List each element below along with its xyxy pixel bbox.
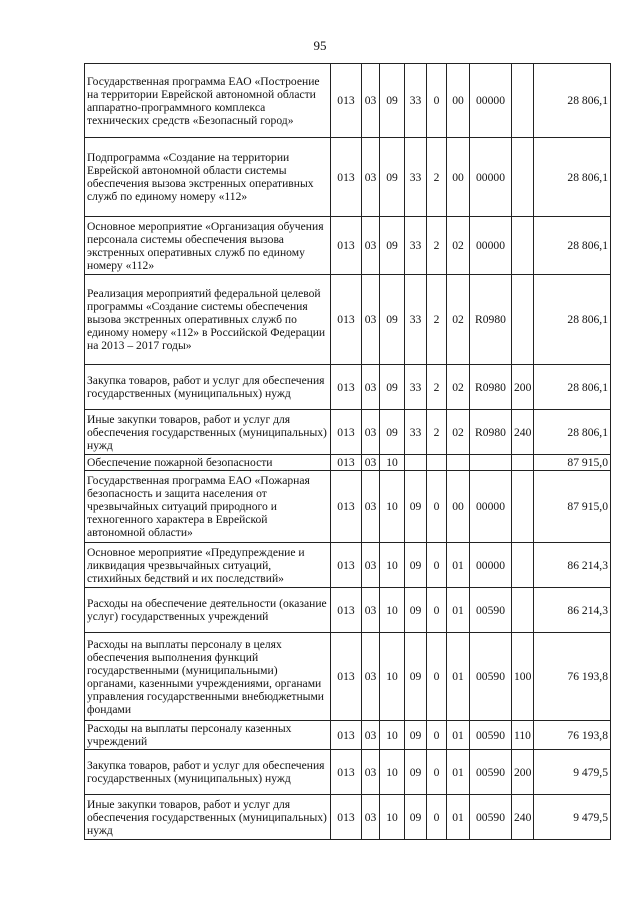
table-row: [85, 471, 611, 543]
subsection-code-cell: 09: [380, 275, 405, 365]
subprogram-code-cell: 2: [427, 275, 447, 365]
ministry-code-cell: 013: [331, 138, 362, 217]
row-name-cell: Иные закупки товаров, работ и услуг для обеспечения государственных (муниципальных) нужд: [85, 410, 331, 455]
table-row: [85, 795, 611, 840]
program-code-cell: 09: [405, 795, 427, 840]
row-name-cell: Государственная программа ЕАО «Построение на территории Еврейской автономной области аппаратно-программного комплекса технических средств «Безопасный город»: [85, 64, 331, 138]
expense-type-code-cell: [512, 543, 534, 588]
budget-table: [84, 63, 611, 840]
expense-type-code-cell: 240: [512, 795, 534, 840]
subprogram-code-cell: 2: [427, 365, 447, 410]
direction-code-cell: 00590: [470, 795, 512, 840]
section-code-cell: 03: [362, 217, 380, 275]
expense-type-code-cell: 200: [512, 750, 534, 795]
row-name-cell: Иные закупки товаров, работ и услуг для обеспечения государственных (муниципальных) нужд: [85, 795, 331, 840]
subsection-code-cell: 10: [380, 721, 405, 750]
subprogram-code-cell: 0: [427, 633, 447, 721]
activity-code-cell: 01: [447, 750, 470, 795]
activity-code-cell: [447, 455, 470, 471]
ministry-code-cell: 013: [331, 217, 362, 275]
direction-code-cell: R0980: [470, 410, 512, 455]
subprogram-code-cell: 0: [427, 543, 447, 588]
section-code-cell: 03: [362, 750, 380, 795]
direction-code-cell: 00000: [470, 217, 512, 275]
ministry-code-cell: 013: [331, 588, 362, 633]
subsection-code-cell: 10: [380, 543, 405, 588]
table-row: [85, 217, 611, 275]
subsection-code-cell: 10: [380, 455, 405, 471]
subprogram-code-cell: [427, 455, 447, 471]
section-code-cell: 03: [362, 588, 380, 633]
expense-type-code-cell: [512, 471, 534, 543]
ministry-code-cell: 013: [331, 750, 362, 795]
row-name-cell: Закупка товаров, работ и услуг для обеспечения государственных (муниципальных) нужд: [85, 750, 331, 795]
section-code-cell: 03: [362, 138, 380, 217]
subsection-code-cell: 10: [380, 795, 405, 840]
activity-code-cell: 01: [447, 633, 470, 721]
ministry-code-cell: 013: [331, 455, 362, 471]
ministry-code-cell: 013: [331, 633, 362, 721]
program-code-cell: 33: [405, 275, 427, 365]
page-number: 95: [313, 38, 327, 53]
direction-code-cell: 00590: [470, 721, 512, 750]
row-name-cell: Закупка товаров, работ и услуг для обеспечения государственных (муниципальных) нужд: [85, 365, 331, 410]
ministry-code-cell: 013: [331, 795, 362, 840]
amount-cell: 28 806,1: [534, 217, 611, 275]
activity-code-cell: 02: [447, 410, 470, 455]
activity-code-cell: 02: [447, 365, 470, 410]
row-name-cell: Обеспечение пожарной безопасности: [85, 455, 331, 471]
subprogram-code-cell: 2: [427, 410, 447, 455]
amount-cell: 28 806,1: [534, 365, 611, 410]
subprogram-code-cell: 0: [427, 750, 447, 795]
amount-cell: 86 214,3: [534, 588, 611, 633]
table-row: [85, 410, 611, 455]
subsection-code-cell: 09: [380, 217, 405, 275]
section-code-cell: 03: [362, 455, 380, 471]
direction-code-cell: [470, 455, 512, 471]
direction-code-cell: 00590: [470, 633, 512, 721]
section-code-cell: 03: [362, 471, 380, 543]
ministry-code-cell: 013: [331, 471, 362, 543]
ministry-code-cell: 013: [331, 543, 362, 588]
direction-code-cell: 00590: [470, 588, 512, 633]
ministry-code-cell: 013: [331, 64, 362, 138]
amount-cell: 28 806,1: [534, 410, 611, 455]
amount-cell: 9 479,5: [534, 750, 611, 795]
subsection-code-cell: 09: [380, 365, 405, 410]
program-code-cell: 33: [405, 64, 427, 138]
amount-cell: 76 193,8: [534, 633, 611, 721]
program-code-cell: 09: [405, 633, 427, 721]
direction-code-cell: R0980: [470, 365, 512, 410]
activity-code-cell: 01: [447, 588, 470, 633]
amount-cell: 86 214,3: [534, 543, 611, 588]
subprogram-code-cell: 0: [427, 721, 447, 750]
expense-type-code-cell: 200: [512, 365, 534, 410]
direction-code-cell: 00000: [470, 471, 512, 543]
activity-code-cell: 02: [447, 217, 470, 275]
expense-type-code-cell: 110: [512, 721, 534, 750]
amount-cell: 28 806,1: [534, 275, 611, 365]
direction-code-cell: 00000: [470, 138, 512, 217]
activity-code-cell: 01: [447, 795, 470, 840]
expense-type-code-cell: 240: [512, 410, 534, 455]
expense-type-code-cell: [512, 217, 534, 275]
amount-cell: 76 193,8: [534, 721, 611, 750]
table-row: [85, 275, 611, 365]
table-row: [85, 721, 611, 750]
budget-table-body: [85, 64, 611, 840]
expense-type-code-cell: [512, 588, 534, 633]
subsection-code-cell: 09: [380, 410, 405, 455]
table-row: [85, 138, 611, 217]
program-code-cell: [405, 455, 427, 471]
activity-code-cell: 00: [447, 471, 470, 543]
row-name-cell: Расходы на выплаты персоналу казенных учреждений: [85, 721, 331, 750]
program-code-cell: 33: [405, 410, 427, 455]
program-code-cell: 33: [405, 365, 427, 410]
table-row: [85, 588, 611, 633]
table-row: [85, 543, 611, 588]
ministry-code-cell: 013: [331, 721, 362, 750]
subsection-code-cell: 09: [380, 138, 405, 217]
section-code-cell: 03: [362, 365, 380, 410]
program-code-cell: 09: [405, 543, 427, 588]
section-code-cell: 03: [362, 721, 380, 750]
program-code-cell: 09: [405, 750, 427, 795]
subprogram-code-cell: 0: [427, 588, 447, 633]
row-name-cell: Реализация мероприятий федеральной целевой программы «Создание системы обеспечения вызова экстренных оперативных служб по единому номеру «112» в Российской Федерации на 2013 – 2017 годы»: [85, 275, 331, 365]
program-code-cell: 09: [405, 471, 427, 543]
expense-type-code-cell: 100: [512, 633, 534, 721]
subsection-code-cell: 09: [380, 64, 405, 138]
table-row: [85, 750, 611, 795]
amount-cell: 9 479,5: [534, 795, 611, 840]
row-name-cell: Основное мероприятие «Предупреждение и ликвидация чрезвычайных ситуаций, стихийных бедствий и их последствий»: [85, 543, 331, 588]
amount-cell: 28 806,1: [534, 64, 611, 138]
expense-type-code-cell: [512, 455, 534, 471]
program-code-cell: 09: [405, 721, 427, 750]
amount-cell: 87 915,0: [534, 455, 611, 471]
subsection-code-cell: 10: [380, 588, 405, 633]
direction-code-cell: 00000: [470, 543, 512, 588]
section-code-cell: 03: [362, 795, 380, 840]
section-code-cell: 03: [362, 543, 380, 588]
subsection-code-cell: 10: [380, 750, 405, 795]
subprogram-code-cell: 2: [427, 138, 447, 217]
activity-code-cell: 02: [447, 275, 470, 365]
activity-code-cell: 01: [447, 721, 470, 750]
program-code-cell: 33: [405, 138, 427, 217]
ministry-code-cell: 013: [331, 275, 362, 365]
activity-code-cell: 01: [447, 543, 470, 588]
direction-code-cell: R0980: [470, 275, 512, 365]
amount-cell: 28 806,1: [534, 138, 611, 217]
section-code-cell: 03: [362, 275, 380, 365]
table-row: [85, 455, 611, 471]
ministry-code-cell: 013: [331, 365, 362, 410]
activity-code-cell: 00: [447, 138, 470, 217]
subprogram-code-cell: 0: [427, 471, 447, 543]
row-name-cell: Подпрограмма «Создание на территории Еврейской автономной области системы обеспечения вызова экстренных оперативных служб по единому номеру «112»: [85, 138, 331, 217]
row-name-cell: Основное мероприятие «Организация обучения персонала системы обеспечения вызова экстренных оперативных служб по единому номеру «112»: [85, 217, 331, 275]
amount-cell: 87 915,0: [534, 471, 611, 543]
section-code-cell: 03: [362, 410, 380, 455]
subprogram-code-cell: 0: [427, 795, 447, 840]
row-name-cell: Расходы на обеспечение деятельности (оказание услуг) государственных учреждений: [85, 588, 331, 633]
row-name-cell: Расходы на выплаты персоналу в целях обеспечения выполнения функций государственными (муниципальными) органами, казенными учреждениями, органами управления государственными внебюджетными фондами: [85, 633, 331, 721]
subsection-code-cell: 10: [380, 471, 405, 543]
subprogram-code-cell: 0: [427, 64, 447, 138]
row-name-cell: Государственная программа ЕАО «Пожарная безопасность и защита населения от чрезвычайных ситуаций природного и техногенного характера в Еврейской автономной области»: [85, 471, 331, 543]
subprogram-code-cell: 2: [427, 217, 447, 275]
direction-code-cell: 00000: [470, 64, 512, 138]
table-row: [85, 365, 611, 410]
section-code-cell: 03: [362, 64, 380, 138]
expense-type-code-cell: [512, 275, 534, 365]
ministry-code-cell: 013: [331, 410, 362, 455]
subsection-code-cell: 10: [380, 633, 405, 721]
section-code-cell: 03: [362, 633, 380, 721]
direction-code-cell: 00590: [470, 750, 512, 795]
program-code-cell: 09: [405, 588, 427, 633]
table-row: [85, 64, 611, 138]
activity-code-cell: 00: [447, 64, 470, 138]
expense-type-code-cell: [512, 64, 534, 138]
program-code-cell: 33: [405, 217, 427, 275]
table-row: [85, 633, 611, 721]
expense-type-code-cell: [512, 138, 534, 217]
